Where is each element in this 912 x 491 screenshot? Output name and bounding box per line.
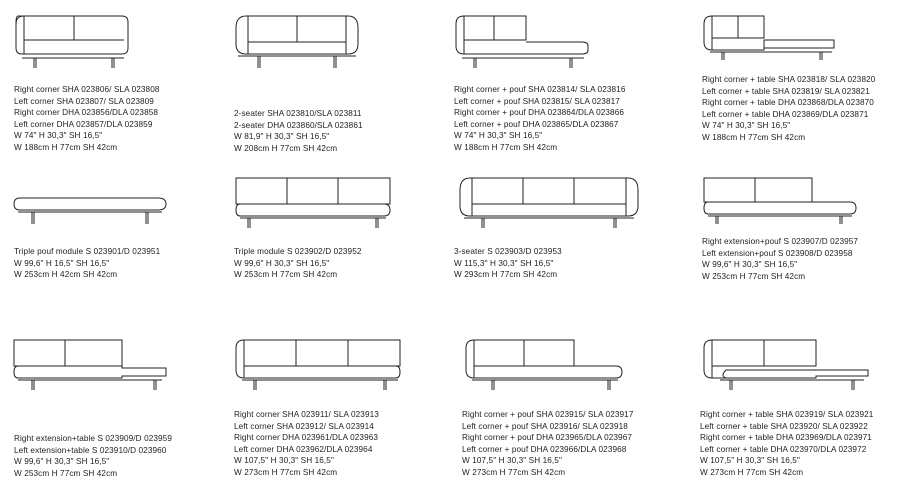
product-2-seater — [228, 0, 458, 160]
spec-line: Right corner + pouf SHA 023814/ SLA 023816 — [454, 85, 626, 94]
spec-line: W 74" H 30,3" SH 16,5" — [702, 121, 791, 131]
spec-line: W 99,6" H 30,3" SH 16,5" — [14, 457, 110, 467]
spec-line: 2-seater SHA 023810/SLA 023811 — [234, 109, 362, 118]
spec-line: 3-seater S 023903/D 023953 — [454, 247, 562, 256]
spec-line: W 253cm H 77cm SH 42cm — [234, 270, 338, 280]
spec-line: Left corner + pouf DHA 023865/DLA 023867 — [454, 119, 619, 129]
right-extension-table-drawing — [10, 336, 170, 392]
right-corner-pouf-drawing — [452, 12, 592, 72]
spec-line: W 107,5" H 30,3" SH 16,5" — [462, 456, 562, 466]
spec-line: Left corner + pouf DHA 023966/DLA 023968 — [462, 444, 627, 454]
triple-pouf-drawing — [10, 194, 170, 228]
spec-line: W 253cm H 77cm SH 42cm — [702, 271, 806, 281]
spec-line: Left extension+table S 023910/D 023960 — [14, 445, 167, 455]
spec-line: W 107,5" H 30,3" SH 16,5" — [700, 456, 800, 466]
spec-line: Right corner DHA 023856/DLA 023858 — [14, 108, 159, 118]
spec-line: Right corner + pouf SHA 023915/ SLA 023917 — [462, 410, 634, 419]
spec-line: W 273cm H 77cm SH 42cm — [234, 467, 338, 477]
spec-line: W 99,6" H 16,5" SH 16,5" — [14, 258, 110, 268]
spec-line: Right extension+table S 023909/D 023959 — [14, 434, 172, 443]
spec-line: W 188cm H 77cm SH 42cm — [14, 142, 118, 152]
right-corner-pouf-long-drawing — [462, 336, 626, 392]
spec-line: Left corner DHA 023962/DLA 023964 — [234, 444, 373, 454]
spec-line: W 208cm H 77cm SH 42cm — [234, 143, 338, 153]
spec-line: Left corner + table SHA 023920/ SLA 023922 — [700, 421, 868, 431]
spec-line: W 107,5" H 30,3" SH 16,5" — [234, 456, 334, 466]
spec-line: Right corner SHA 023911/ SLA 023913 — [234, 410, 379, 419]
spec-line: W 115,3" H 30,3" SH 16,5" — [454, 258, 554, 268]
2-seater-sofa-drawing — [232, 12, 362, 72]
spec-line: Right corner + pouf DHA 023965/DLA 023967 — [462, 433, 633, 443]
product-right-corner-table-long — [690, 330, 912, 491]
spec-line: Right extension+pouf S 023907/D 023957 — [702, 237, 859, 246]
right-corner-table-long-drawing — [700, 336, 872, 392]
spec-line: W 99,6" H 30,3" SH 16,5" — [702, 260, 798, 270]
spec-line: Left corner + table SHA 023819/ SLA 023821 — [702, 86, 870, 96]
3-seater-drawing — [456, 174, 642, 230]
spec-line: Left corner + pouf SHA 023815/ SLA 023817 — [454, 96, 620, 106]
spec-line: Right corner + table DHA 023969/DLA 023971 — [700, 433, 872, 443]
spec-line: 2-seater DHA 023860/SLA 023861 — [234, 120, 363, 130]
spec-line: W 74" H 30,3" SH 16,5" — [454, 131, 543, 141]
spec-line: Right corner + pouf DHA 023864/DLA 023866 — [454, 108, 625, 118]
product-right-corner-long — [228, 330, 458, 491]
spec-line: Left corner SHA 023807/ SLA 023809 — [14, 96, 154, 106]
product-right-corner-pouf — [442, 0, 682, 160]
spec-line: Left corner + pouf SHA 023916/ SLA 023918 — [462, 421, 628, 431]
spec-line: Right corner SHA 023806/ SLA 023808 — [14, 85, 160, 94]
product-right-corner — [0, 0, 230, 160]
spec-line: Right corner DHA 023961/DLA 023963 — [234, 433, 379, 443]
right-corner-sofa-drawing — [12, 12, 132, 72]
product-3-seater — [442, 170, 682, 290]
spec-line: W 293cm H 77cm SH 42cm — [454, 270, 558, 280]
product-triple-module — [228, 170, 458, 290]
product-right-corner-pouf-long — [450, 330, 686, 491]
spec-line: Left corner DHA 023857/DLA 023859 — [14, 119, 153, 129]
product-right-corner-table — [690, 0, 912, 160]
spec-line: Triple module S 023902/D 023952 — [234, 247, 362, 256]
spec-line: W 273cm H 77cm SH 42cm — [700, 467, 804, 477]
spec-line: Left extension+pouf S 023908/D 023958 — [702, 248, 853, 258]
triple-module-drawing — [232, 174, 394, 230]
product-triple-pouf-module — [0, 170, 230, 290]
product-right-extension-table — [0, 330, 230, 491]
spec-line: W 273cm H 77cm SH 42cm — [462, 467, 566, 477]
spec-line: W 99,6" H 30,3" SH 16,5" — [234, 258, 330, 268]
product-right-extension-pouf — [690, 170, 912, 290]
spec-line: W 253cm H 77cm SH 42cm — [14, 468, 118, 478]
spec-line: Right corner + table DHA 023868/DLA 023870 — [702, 98, 874, 108]
spec-line: Right corner + table SHA 023818/ SLA 023820 — [702, 75, 876, 84]
spec-line: W 81,9" H 30,3" SH 16,5" — [234, 132, 330, 142]
right-corner-table-drawing — [700, 12, 840, 62]
spec-line: W 253cm H 42cm SH 42cm — [14, 270, 118, 280]
spec-line: Right corner + table SHA 023919/ SLA 023921 — [700, 410, 874, 419]
spec-line: Triple pouf module S 023901/D 023951 — [14, 247, 161, 256]
right-corner-long-drawing — [232, 336, 404, 392]
spec-line: W 74" H 30,3" SH 16,5" — [14, 131, 103, 141]
right-extension-pouf-drawing — [700, 174, 860, 226]
spec-line: Left corner SHA 023912/ SLA 023914 — [234, 421, 374, 431]
spec-line: W 188cm H 77cm SH 42cm — [454, 142, 558, 152]
spec-line: W 188cm H 77cm SH 42cm — [702, 132, 806, 142]
spec-line: Left corner + table DHA 023869/DLA 023871 — [702, 109, 869, 119]
spec-line: Left corner + table DHA 023970/DLA 023972 — [700, 444, 867, 454]
